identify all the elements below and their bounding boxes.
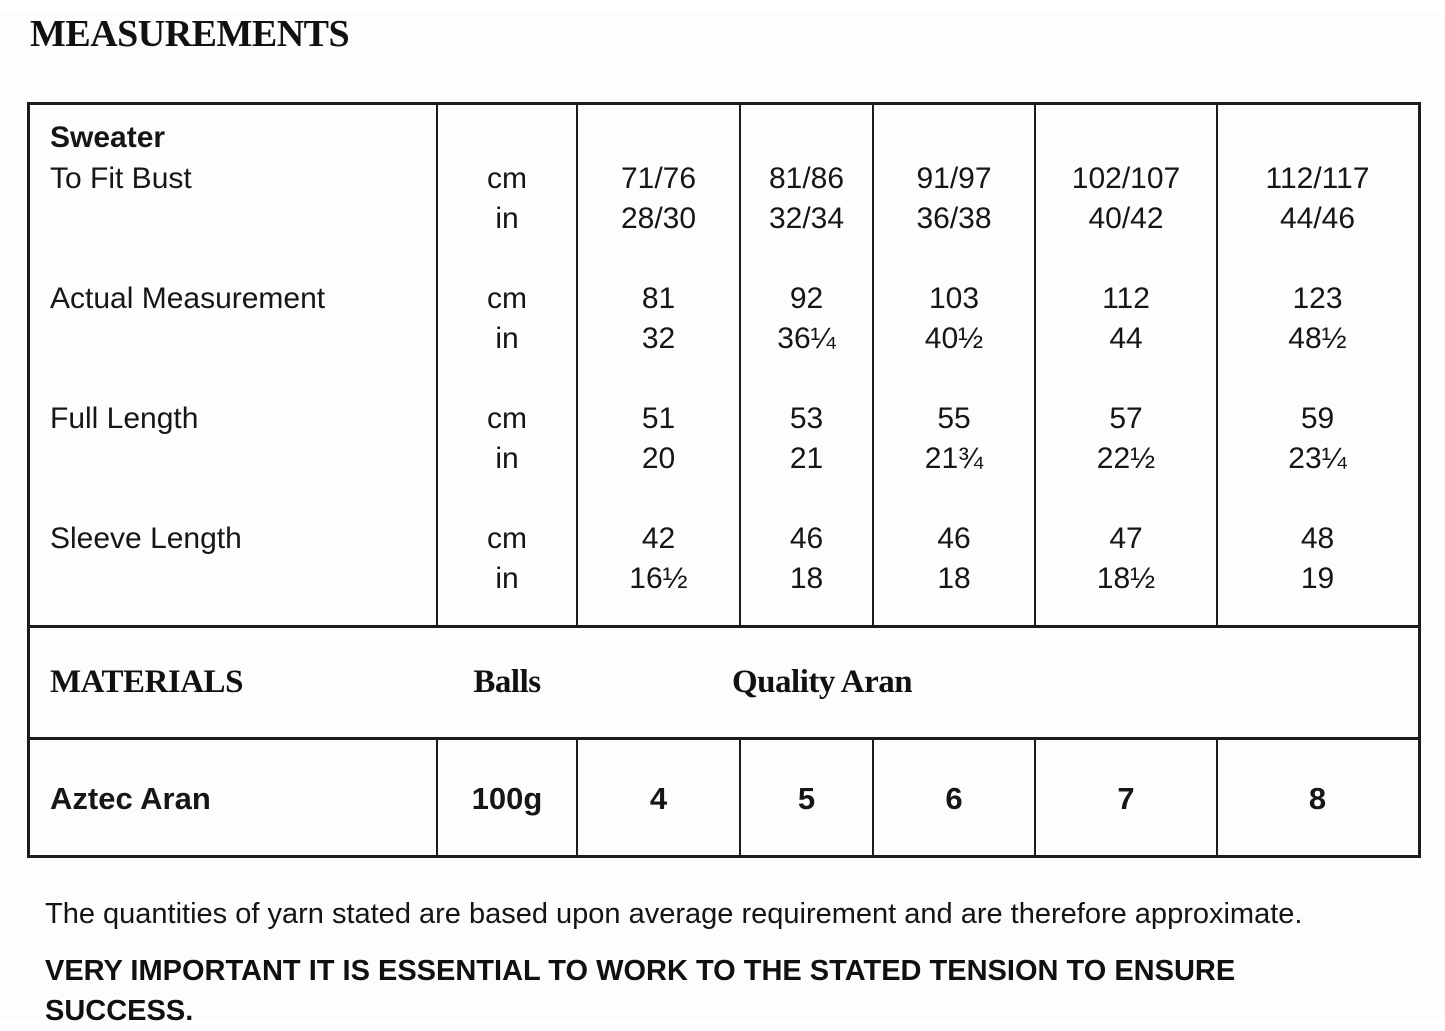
table-row-to-fit-bust-in: [30, 199, 1418, 239]
cell-value: 21: [789, 442, 824, 475]
approximate-note: The quantities of yarn stated are based upon average requirement and are therefore approximate.: [45, 898, 1303, 930]
table-row-actual-measurement-cm: [30, 279, 1418, 319]
yarn-name: Aztec Aran: [50, 781, 211, 816]
ball-weight: 100g: [471, 781, 543, 816]
cell-value: 92: [789, 282, 824, 315]
row-label: To Fit Bust: [50, 162, 192, 195]
cell-value: 42: [641, 522, 676, 555]
cell-value: 48: [1300, 522, 1335, 555]
column-divider: [872, 740, 874, 855]
cell-value: 19: [1300, 562, 1335, 595]
unit-in: in: [495, 562, 519, 595]
cell-value: 103: [928, 282, 980, 315]
row-spacer: [30, 479, 1418, 519]
balls-count: 6: [945, 781, 963, 816]
unit-cm: cm: [487, 282, 527, 315]
cell-value: 81/86: [768, 162, 845, 195]
cell-value: 48½: [1288, 322, 1347, 355]
cell-value: 59: [1300, 402, 1335, 435]
row-spacer: [30, 239, 1418, 279]
cell-value: 16½: [629, 562, 688, 595]
materials-heading: MATERIALS: [50, 664, 243, 700]
footer-notes: [45, 896, 1390, 1031]
column-divider: [1216, 740, 1218, 855]
yarn-row: [30, 740, 1418, 858]
cell-value: 36/38: [916, 202, 992, 235]
balls-count: 5: [797, 781, 816, 816]
cell-value: 123: [1292, 282, 1343, 315]
cell-value: 32/34: [768, 202, 845, 235]
table-row-sleeve-length-in: [30, 559, 1418, 599]
cell-value: 20: [641, 442, 676, 475]
unit-cm: cm: [487, 402, 527, 435]
unit-in: in: [495, 202, 519, 235]
cell-value: 91/97: [916, 162, 992, 195]
column-divider: [739, 105, 741, 625]
cell-value: 18½: [1096, 562, 1156, 595]
balls-label: Balls: [473, 664, 541, 700]
measurements-section: [30, 105, 1418, 625]
table-row-to-fit-bust-cm: [30, 159, 1418, 199]
balls-count: 7: [1117, 781, 1135, 816]
cell-value: 18: [789, 562, 824, 595]
cell-value: 47: [1109, 522, 1143, 555]
table-row-full-length-in: [30, 439, 1418, 479]
cell-value: 112/117: [1265, 162, 1370, 195]
cell-value: 46: [937, 522, 971, 555]
unit-in: in: [495, 442, 519, 475]
cell-value: 51: [641, 402, 676, 435]
cell-value: 40/42: [1088, 202, 1164, 235]
cell-value: 81: [641, 282, 676, 315]
cell-value: 32: [641, 322, 676, 355]
row-label: Actual Measurement: [50, 282, 326, 315]
cell-value: 23¼: [1288, 442, 1347, 475]
column-divider: [436, 105, 438, 625]
column-divider: [1034, 105, 1036, 625]
materials-band: [30, 625, 1418, 737]
measurements-table: [27, 102, 1421, 858]
cell-value: 44: [1109, 322, 1143, 355]
column-divider: [739, 740, 741, 855]
row-label: Sleeve Length: [50, 522, 242, 555]
cell-value: 71/76: [620, 162, 697, 195]
table-row-sleeve-length-cm: [30, 519, 1418, 559]
cell-value: 44/46: [1279, 202, 1356, 235]
cell-value: 112: [1102, 282, 1150, 315]
unit-cm: cm: [487, 162, 527, 195]
column-divider: [1216, 105, 1218, 625]
cell-value: 53: [789, 402, 824, 435]
cell-value: 21¾: [924, 442, 984, 475]
cell-value: 46: [789, 522, 824, 555]
garment-header-row: [30, 117, 1418, 159]
important-note: VERY IMPORTANT IT IS ESSENTIAL TO WORK TO THE STATED TENSION TO ENSURE SUCCESS.: [45, 955, 1236, 1027]
cell-value: 36¼: [777, 322, 836, 355]
balls-count: 4: [649, 781, 668, 816]
balls-count: 8: [1308, 781, 1327, 816]
cell-value: 55: [937, 402, 971, 435]
page-title: MEASUREMENTS: [30, 13, 350, 55]
cell-value: 22½: [1096, 442, 1156, 475]
table-row-full-length-cm: [30, 399, 1418, 439]
garment-name: Sweater: [50, 121, 166, 154]
unit-cm: cm: [487, 522, 527, 555]
cell-value: 57: [1109, 402, 1143, 435]
cell-value: 102/107: [1071, 162, 1181, 195]
row-label: Full Length: [50, 402, 199, 435]
table-row-actual-measurement-in: [30, 319, 1418, 359]
row-spacer: [30, 359, 1418, 399]
quality-label: Quality Aran: [732, 664, 913, 700]
cell-value: 28/30: [620, 202, 697, 235]
column-divider: [576, 105, 578, 625]
column-divider: [872, 105, 874, 625]
cell-value: 40½: [924, 322, 984, 355]
column-divider: [576, 740, 578, 855]
cell-value: 18: [937, 562, 971, 595]
yarn-row-section: [30, 737, 1418, 855]
pattern-page: [0, 12, 1445, 1027]
unit-in: in: [495, 322, 519, 355]
column-divider: [1034, 740, 1036, 855]
column-divider: [436, 740, 438, 855]
